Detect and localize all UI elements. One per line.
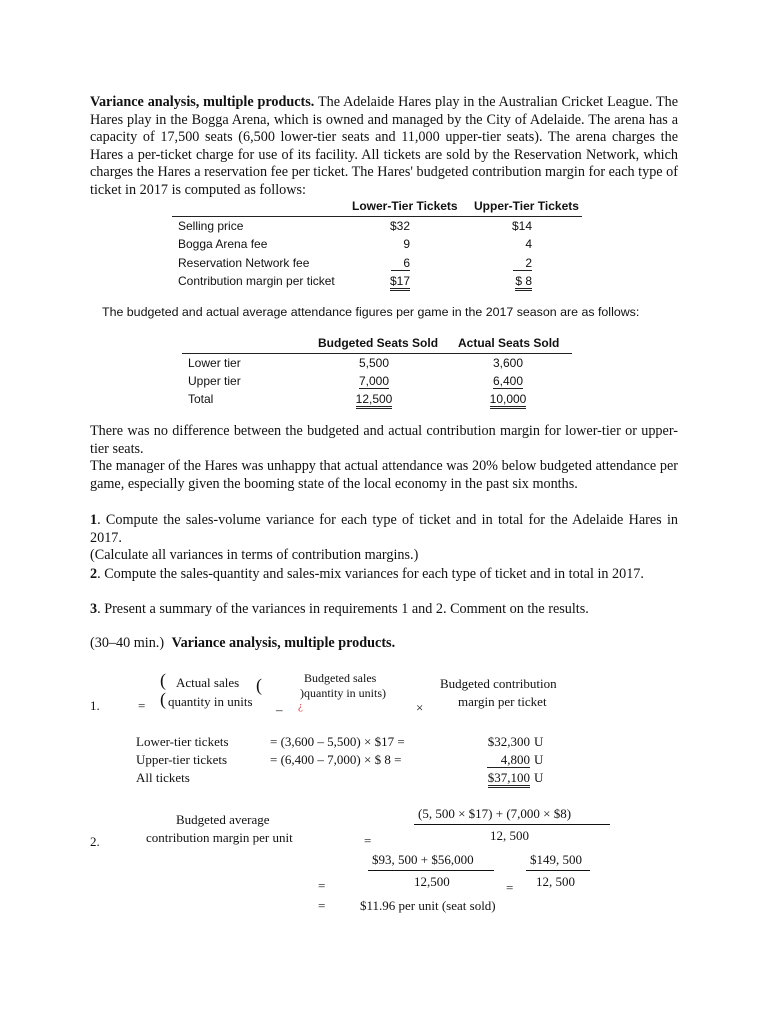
cell-lower: $17 [390,274,410,291]
row-label: Upper-tier tickets [136,752,228,767]
col-upper-tier: Upper-Tier Tickets [474,199,579,213]
cell-budget: 5,500 [358,356,390,370]
part2-number: 2. [90,834,100,849]
actual-qty-label: quantity in units [168,694,253,709]
budgeted-sales-label: Budgeted sales [304,671,377,685]
fraction3-denominator: 12, 500 [536,874,575,889]
row-label: Lower-tier tickets [136,734,229,749]
row-label: Bogga Arena fee [178,237,268,251]
part1-number: 1. [90,698,100,713]
equals-sign: = [318,898,326,913]
fraction1-denominator: 12, 500 [490,828,529,843]
requirement-1-note: (Calculate all variances in terms of contribution margins.) [90,547,419,563]
solution-time: (30–40 min.) [90,635,165,651]
cm-label-line2: margin per ticket [458,694,547,709]
row-label: Upper tier [188,374,241,388]
header-rule [172,216,582,217]
fraction3-bar [526,870,590,871]
header-rule [182,353,572,354]
manager-paragraph: The manager of the Hares was unhappy that actual attendance was 20% below budgeted attendance per game, especially given the booming state of the local economy in the past six months. [90,458,678,492]
fraction2-denominator: 12,500 [414,874,450,889]
cell-budget: 12,500 [356,392,393,409]
solution-title: Variance analysis, multiple products. [171,635,396,651]
req-text: . Present a summary of the variances in requirements 1 and 2. Comment on the results. [97,601,589,617]
row-result: $32,300 [487,734,530,749]
cell-lower: 9 [403,237,410,251]
row-result: $37,100 [488,770,530,788]
avg-cm-label-line1: Budgeted average [176,812,270,827]
row-flag: U [534,770,544,785]
fraction2-numerator: $93, 500 + $56,000 [372,852,474,867]
cell-actual: 6,400 [492,374,524,388]
left-paren: ( [160,689,166,709]
cm-label-line1: Budgeted contribution [440,676,557,691]
row-formula: = (6,400 – 7,000) × $ 8 = [270,752,402,767]
cell-lower: $32 [389,219,410,233]
cell-actual: 10,000 [490,392,527,409]
equals-sign: = [318,878,326,893]
row-label: Selling price [178,219,244,233]
avg-cm-label-line2: contribution margin per unit [146,830,293,845]
no-difference-paragraph: There was no difference between the budgeted and actual contribution margin for lower-tier or upper-tier seats. [90,423,678,457]
equals-sign: = [506,880,514,895]
cell-lower: 6 [391,256,410,271]
col-actual-seats: Actual Seats Sold [458,336,560,350]
problem-intro [90,94,678,200]
decorative-mark: ¿ [298,700,303,712]
row-label: Contribution margin per ticket [178,274,335,288]
row-flag: U [534,734,544,749]
actual-sales-label: Actual sales [176,675,240,690]
budgeted-qty-text: quantity in units [304,686,382,700]
equals-sign: = [364,833,372,848]
avg-cm-result: $11.96 per unit (seat sold) [360,898,496,913]
equals-sign: = [138,698,146,713]
col-lower-tier: Lower-Tier Tickets [352,199,458,213]
cell-upper: 2 [513,256,532,271]
fraction1-bar [414,824,610,825]
req-text: . Compute the sales-volume variance for each type of ticket and in total for the Adelaide Hares in 2017. [90,512,678,546]
req-num: 3 [90,601,98,617]
problem-text: The Adelaide Hares play in the Australian Cricket League. The Hares play in the Bogga Arena, which is owned and managed by the City of Adelaide. The arena has a capacity of 17,500 seats (6,500 lower-tier seats and 11,000 upper-tier seats). The arena charges the Hares a per-ticket charge for use of its facility. All tickets are sold by the Reservation Network, which charges the Hares a reservation fee per ticket. The Hares' budgeted contribution margin for each type of ticket in 2017 is computed as follows: [90,94,679,198]
requirement-2 [90,566,678,584]
cell-upper: $14 [511,219,532,233]
cell-actual: 3,600 [492,356,524,370]
cell-upper: $ 8 [515,274,532,291]
row-label: Reservation Network fee [178,256,310,270]
requirement-3 [90,601,678,619]
row-flag: U [534,752,544,767]
requirement-1 [90,512,678,547]
col-budgeted-seats: Budgeted Seats Sold [318,336,439,350]
cell-budget: 7,000 [358,374,390,388]
times-sign: × [416,700,424,715]
solution-heading [90,635,395,652]
row-label: Total [188,392,214,406]
right-paren: ( [256,675,262,695]
budgeted-qty-label: )quantity in units) [300,686,386,700]
left-paren: ( [160,670,166,690]
problem-title: Variance analysis, multiple products. [90,94,315,110]
req-num: 1 [90,512,98,528]
cell-upper: 4 [525,237,532,251]
row-formula: = (3,600 – 5,500) × $17 = [270,734,405,749]
fraction2-bar [368,870,494,871]
minus-sign: – [276,702,283,717]
req-num: 2 [90,566,98,582]
row-label: All tickets [136,770,190,785]
req-text: . Compute the sales-quantity and sales-mix variances for each type of ticket and in total in 2017. [97,566,644,582]
row-label: Lower tier [188,356,241,370]
attendance-caption: The budgeted and actual average attendance figures per game in the 2017 season are as follows: [102,305,640,319]
row-result: 4,800 [487,752,530,768]
fraction1-numerator: (5, 500 × $17) + (7,000 × $8) [418,806,572,821]
fraction3-numerator: $149, 500 [530,852,582,867]
